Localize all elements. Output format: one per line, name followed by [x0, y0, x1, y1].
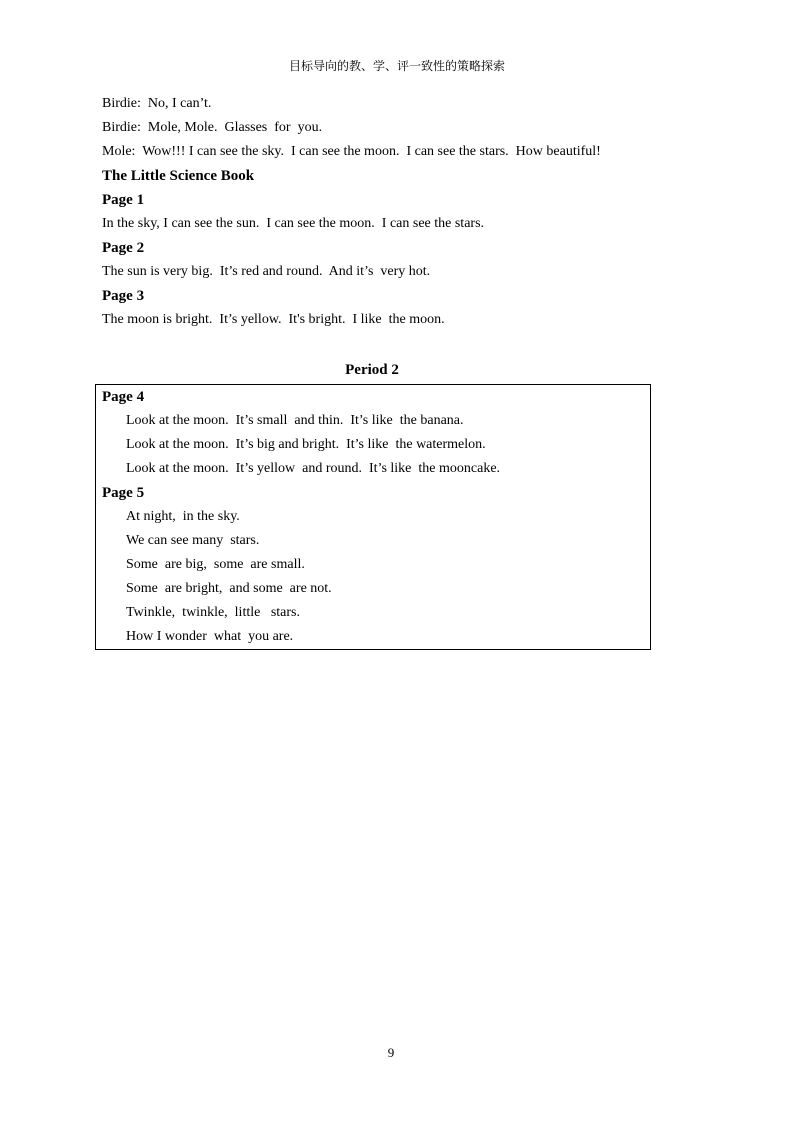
- dialogue-line-birdie-2: Birdie: Mole, Mole. Glasses for you.: [102, 120, 323, 135]
- page-3-text: The moon is bright. It’s yellow. It's bright. I like the moon.: [102, 312, 445, 327]
- page-4-line: Look at the moon. It’s yellow and round. It’s like the mooncake.: [126, 461, 501, 476]
- section-spacer: [102, 332, 662, 358]
- page-3-heading: Page 3: [102, 288, 145, 304]
- page-5-line: At night, in the sky.: [126, 509, 240, 524]
- page-4-line: Look at the moon. It’s big and bright. It’s like the watermelon.: [126, 437, 486, 452]
- page-2-text: The sun is very big. It’s red and round. And it’s very hot.: [102, 264, 431, 279]
- page-5-line: How I wonder what you are.: [126, 629, 294, 644]
- page-1-text: In the sky, I can see the sun. I can see the moon. I can see the stars.: [102, 216, 485, 231]
- period-2-text-box: [95, 384, 651, 650]
- period-title: Period 2: [345, 362, 399, 378]
- page-5-line: Twinkle, twinkle, little stars.: [126, 605, 300, 620]
- page-content: [102, 92, 662, 650]
- dialogue-line-mole: Mole: Wow!!! I can see the sky. I can see the moon. I can see the stars. How beautiful!: [102, 144, 601, 159]
- page-5-line: Some are big, some are small.: [126, 557, 305, 572]
- page-number: 9: [387, 1045, 395, 1060]
- dialogue-line-birdie-1: Birdie: No, I can’t.: [102, 96, 212, 111]
- page-4-heading: Page 4: [102, 389, 145, 405]
- page-1-heading: Page 1: [102, 192, 145, 208]
- page-5-line: We can see many stars.: [126, 533, 260, 548]
- page-5-heading: Page 5: [102, 485, 145, 501]
- page-4-line: Look at the moon. It’s small and thin. It’s like the banana.: [126, 413, 464, 428]
- book-title: The Little Science Book: [102, 168, 255, 184]
- page-2-heading: Page 2: [102, 240, 145, 256]
- page-5-line: Some are bright, and some are not.: [126, 581, 332, 596]
- document-header: 目标导向的教、学、评一致性的策略探索: [288, 59, 505, 73]
